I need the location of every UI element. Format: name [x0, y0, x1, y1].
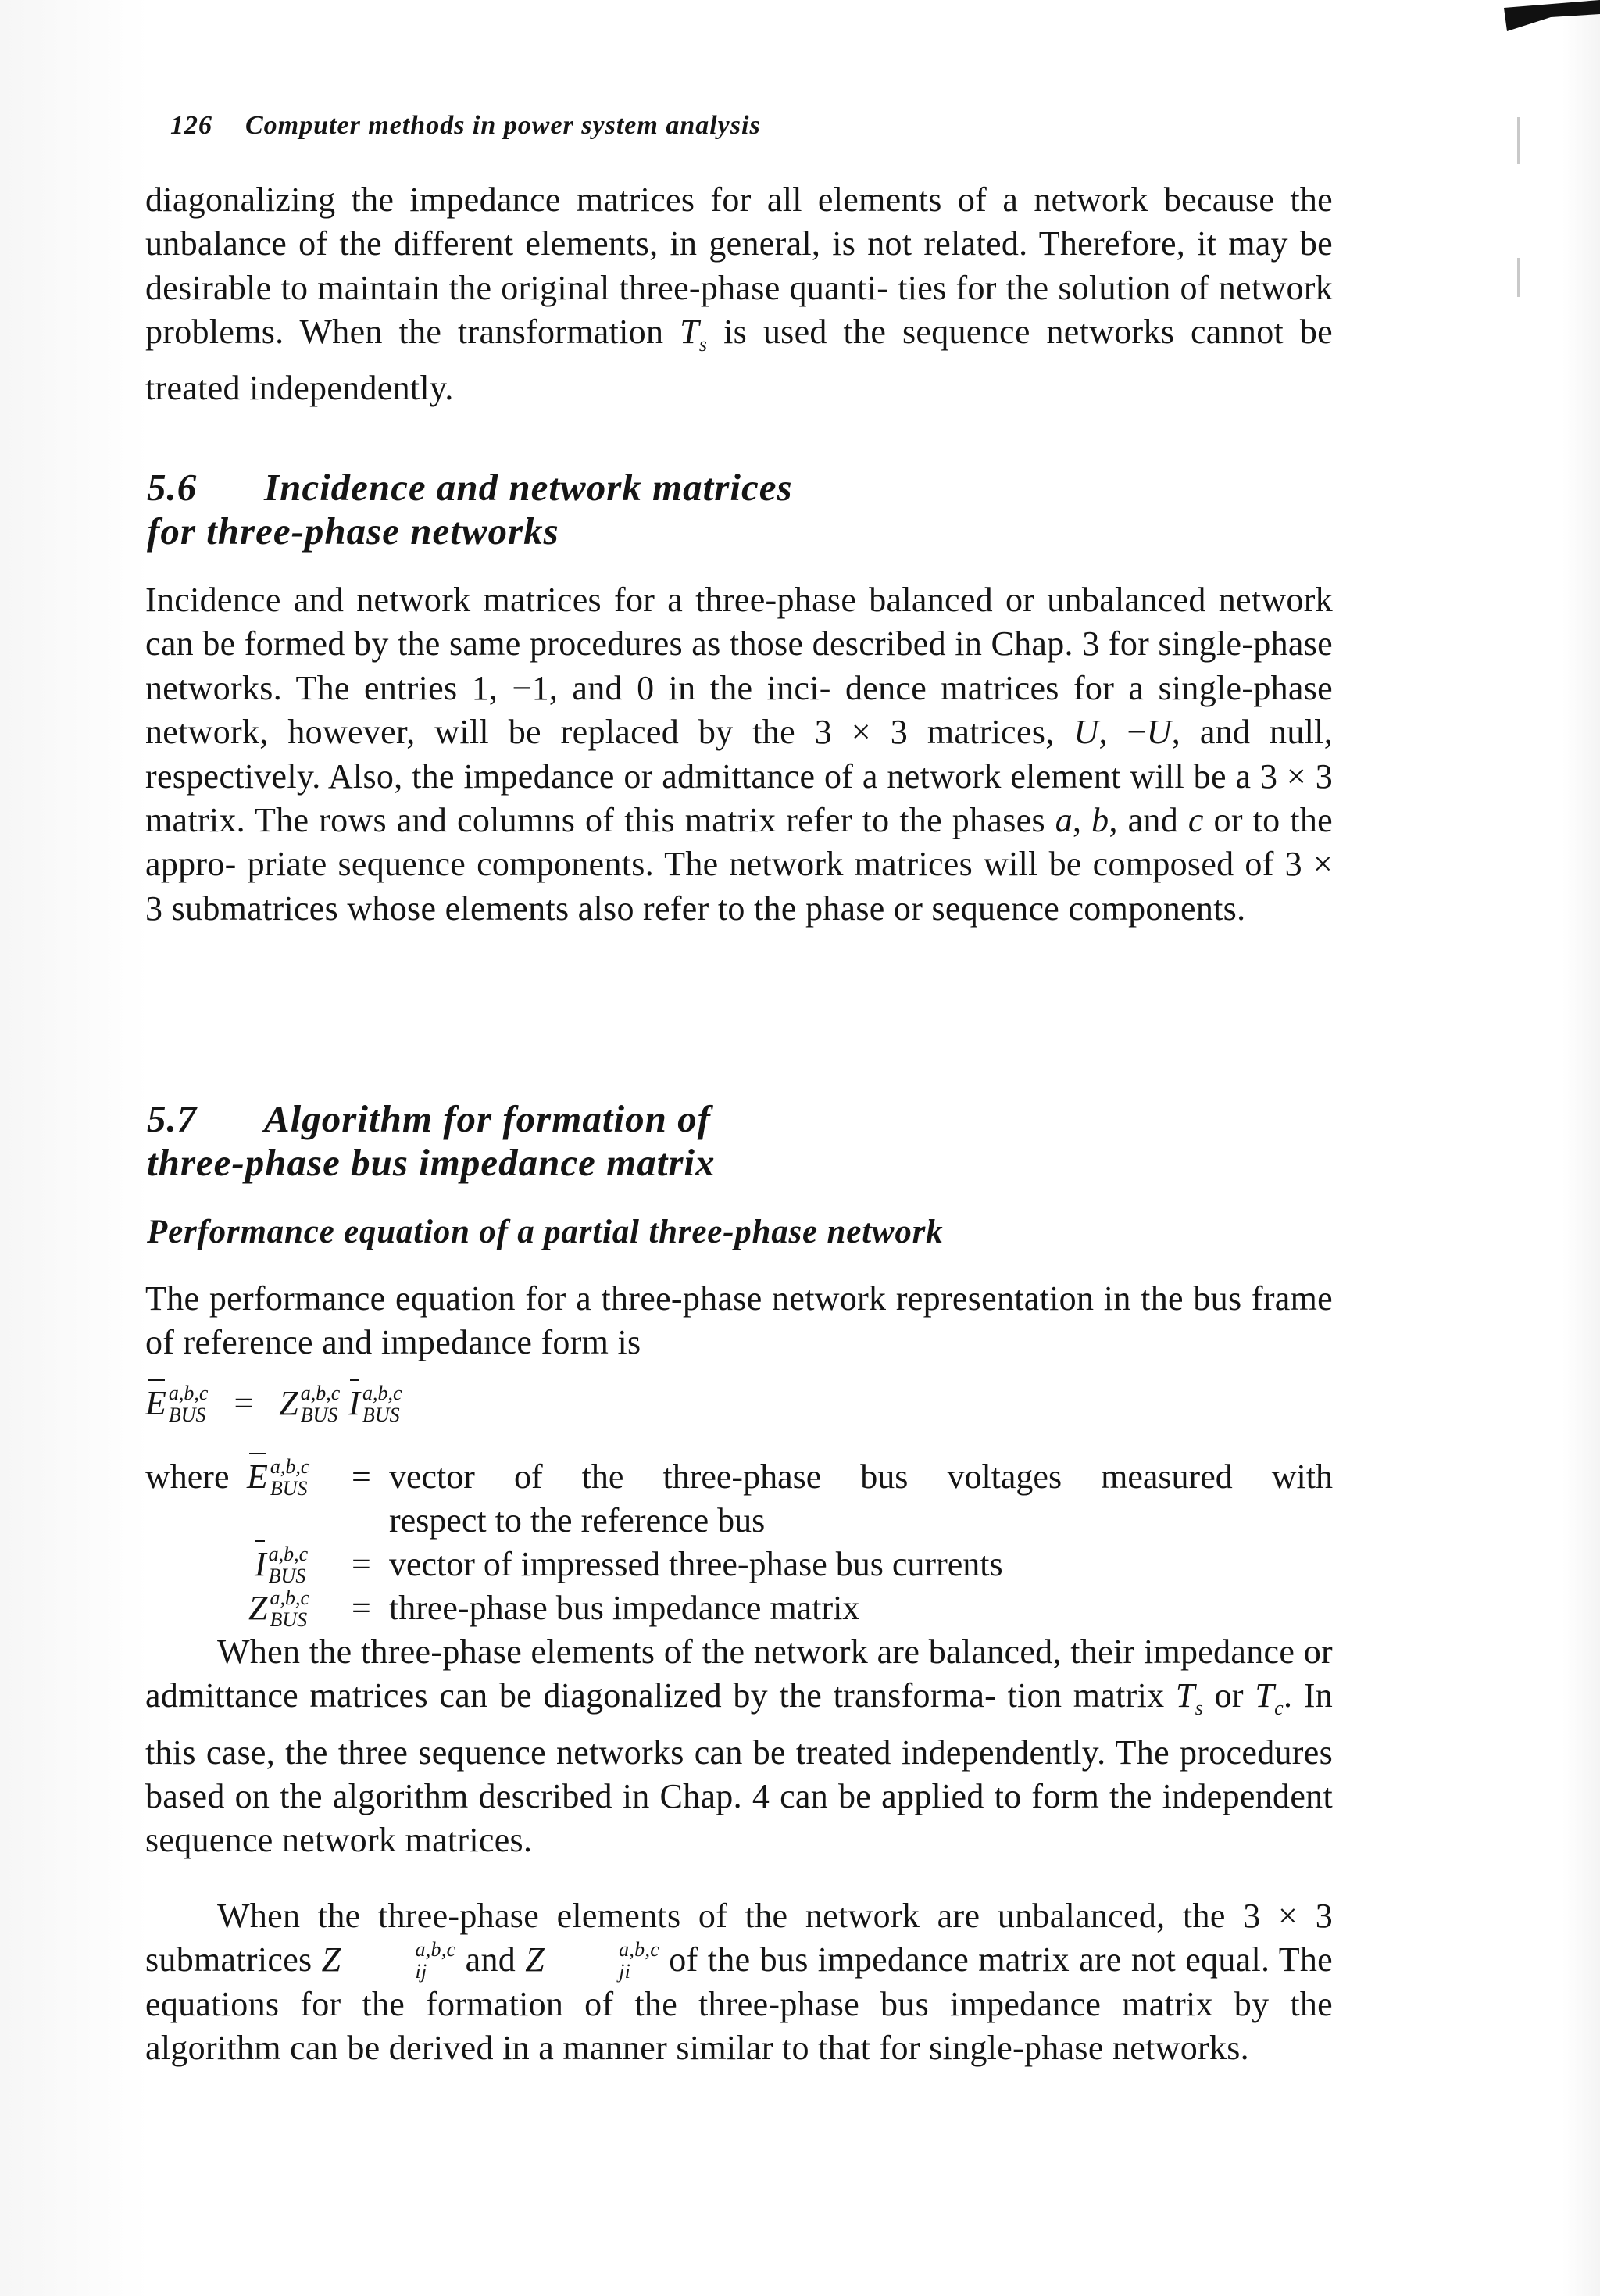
text-line: ties for the solution of network problems. When the transformation [145, 268, 1333, 352]
math-symbol-U: U [1146, 713, 1172, 752]
math-symbol-Tc: $T_c$ [1255, 1676, 1284, 1720]
text-fragment: . In this case, the three sequence networks can be [145, 1676, 1334, 1772]
subsection-heading: Performance equation of a partial three-phase network [147, 1214, 944, 1250]
text-fragment: 3 × 3 submatrices [145, 1897, 1333, 1979]
paragraph-intro [145, 1277, 1333, 1365]
math-symbol-T: $T_s$ [680, 313, 708, 356]
math-symbol-b: b [1091, 801, 1109, 840]
equation-Z-bus: Z [279, 1384, 298, 1422]
text-line: Therefore, it may be desirable to maintain the original three-phase quanti- [145, 224, 1334, 307]
section-title-line1: Incidence and network matrices [264, 466, 793, 509]
equals-sign: = [352, 1457, 371, 1496]
definition-text: three-phase bus impedance matrix [389, 1589, 860, 1627]
margin-mark [1517, 258, 1520, 297]
equation-I-bus: I [348, 1384, 360, 1422]
paragraph-5-6 [145, 578, 1333, 931]
text-line: diagonalizing the impedance matrices for all elements of a network [145, 181, 1148, 219]
definition-E: where E a,b,c BUS = vector of the three-phase bus voltages measured with [145, 1455, 1333, 1499]
math-symbol-Zji: Z [525, 1940, 545, 1979]
math-symbol-c: c [1188, 801, 1204, 840]
text-line: Chap. 3 for single-phase networks. The entries 1, −1, and 0 in the inci- [145, 624, 1333, 707]
text-fragment: , − [1098, 713, 1147, 752]
paragraph-top [145, 178, 1333, 411]
text-line: When the three-phase elements of the network are balanced, their [217, 1633, 1135, 1671]
margin-mark [1517, 117, 1520, 164]
text-line: The performance equation for a three-phase network representation in [145, 1279, 1131, 1318]
running-title: Computer methods in power system analysis [245, 111, 761, 140]
section-title-line2: for three-phase networks [147, 510, 559, 553]
running-head [170, 111, 761, 141]
text-line: treated independently. The procedures based on the algorithm described [145, 1733, 1333, 1816]
equation-E-bus: E [145, 1384, 166, 1422]
paragraph-balanced [145, 1630, 1333, 1863]
text-line: or admittance of a network element will be a 3 × 3 matrix. The rows [145, 756, 1333, 840]
section-number: 5.6 [147, 466, 198, 509]
text-line: Incidence and network matrices for a three-phase balanced or unbalanced [145, 581, 1206, 619]
book-page: 126 Computer methods in power system analysis diagonalizing the impedance matrices for all elements of a network because the unbalance of the different elements, in general, is not related. Therefore, it may be desirable to maintain the original three-phase quanti- ties for the solution of network problems. When the transformation $T_s$ is used the sequence networks cannot be treated independently. 5.6 Incidence and network matrices for three-phase networks Incidence and network matrices for a three-phase balanced or unbalanced network can be formed by the same procedures as those described in Chap. 3 for single-phase networks. The entries 1, −1, and 0 in the inci- dence matrices for a single-phase network, however, will be replaced by the 3 × 3 matrices, U, −U, and null, respectively. Also, the impedance or admittance of a network element will be a 3 × 3 matrix. The rows and columns of this matrix refer to the phases a, b, and c or to the appro- priate sequence components. The network matrices will be composed of 3 × 3 submatrices whose elements also refer to the phase or sequence components. 5.7 Algorithm for formation of three-phase bus impedance matrix Performance equation of a partial three-phase network The performance equation for a three-phase network representation in the bus frame of reference and impedance form is E a,b,c BUS = Z a,b,c BUS I a,b,c BUS where E a,b,c BUS = vector of the three-phase bus voltages measured with respect to the reference bus I a,b,c BUS = vector of impressed three-phase bus currents Z a,b,c BUS = three-phase bus impedance matrix When the three-phase elements of the network are balanced, their impedance or admittance matrices can be diagonalized by the transforma- tion matrix $T_s$ or $T_c$. In this case, the three sequence networks can be treated independently. The procedures based on the algorithm described in Chap. 4 can be applied to form the independent sequence network matrices. When the three-phase elements of the network are unbalanced, the 3 × 3 submatrices Z a,b,c ij and Z a,b,c ji of the bus impedance matrix are not equal. The equations for the formation of the three-phase bus impedance matrix by the algorithm can be derived in a manner similar to that for single-phase networks. [145, 0, 1333, 2296]
text-line: equal. The equations for the formation of the three-phase bus impedance [145, 1940, 1333, 2023]
math-symbol-a: a [1055, 801, 1073, 840]
text-fragment: and [455, 1940, 526, 1979]
equals-sign: = [352, 1589, 371, 1627]
text-line: impedance or admittance matrices can be diagonalized by the transforma- [145, 1633, 1333, 1715]
math-symbol-U: U [1073, 713, 1099, 752]
paragraph-unbalanced: When the three-phase elements of the network are unbalanced, the 3 × 3 submatrices Z a,b,c ij and Z a,b,c ji of the bus impedance matrix are not equal. The equations for the formation of the three-phase bus impedance matrix by the algorithm can be derived in a manner similar to that for single-phase networks. [145, 1897, 1333, 2068]
text-line: and columns of this matrix refer to the phases [396, 801, 1055, 840]
text-line: the bus frame of reference and impedance form is [145, 1279, 1333, 1362]
definition-text: vector of impressed three-phase bus currents [389, 1545, 1003, 1583]
text-line: matrix by the algorithm can be derived in a manner similar to that for [145, 1984, 1333, 2068]
text-fragment: , and [1109, 801, 1188, 840]
equals-sign: = [234, 1384, 254, 1422]
section-title-line2: three-phase bus impedance matrix [147, 1141, 716, 1184]
definition-text: respect to the reference bus [389, 1501, 766, 1540]
math-symbol-Zij: Z [321, 1940, 341, 1979]
text-line: single-phase networks. [929, 2029, 1249, 2068]
section-heading-5-7 [147, 1097, 1334, 1185]
scan-shadow-left [0, 0, 148, 2296]
text-fragment: , and null, respectively. Also, the impedance [145, 713, 1334, 796]
text-fragment: tion matrix [1007, 1676, 1176, 1715]
where-label: where [145, 1457, 230, 1496]
text-line: the 3 × 3 matrices, [752, 713, 1074, 752]
text-line: When the three-phase elements of the network are unbalanced, the [217, 1897, 1226, 1935]
text-fragment: or to the appro- [145, 801, 1333, 884]
performance-equation: E a,b,c BUS = Z a,b,c BUS I a,b,c BUS [145, 1383, 402, 1425]
math-symbol-Ts: $T_s$ [1175, 1676, 1204, 1720]
scan-corner-mark [1504, 0, 1600, 31]
text-line: 3 × 3 submatrices whose elements also refer to the phase or sequence [145, 845, 1333, 928]
section-heading-5-6 [147, 466, 1334, 553]
text-line: network can be formed by the same procedures as those described in [145, 581, 1333, 663]
text-line: matrices. [405, 1821, 533, 1860]
definition-text: vector of the three-phase bus voltages measured with [389, 1457, 1333, 1496]
scan-shadow-right [1562, 0, 1600, 2296]
equals-sign: = [352, 1545, 371, 1583]
text-line: in Chap. 4 can be applied to form the independent sequence network [145, 1777, 1333, 1860]
text-fragment: , [1073, 801, 1092, 840]
text-line: priate sequence components. The network matrices will be composed of [247, 845, 1274, 884]
section-number: 5.7 [147, 1097, 198, 1140]
page-number: 126 [170, 111, 212, 140]
text-fragment: or [1203, 1676, 1255, 1715]
text-line: dence matrices for a single-phase network, however, will be replaced by [145, 668, 1333, 752]
text-line: components. [1068, 889, 1246, 928]
section-title-line1: Algorithm for formation of [264, 1097, 711, 1140]
text-line: because the unbalance of the different elements, in general, is not related. [145, 181, 1333, 263]
text-fragment: of the bus impedance matrix are not [659, 1940, 1177, 1979]
text-line: is used the sequence networks cannot be treated independently. [145, 313, 1334, 408]
